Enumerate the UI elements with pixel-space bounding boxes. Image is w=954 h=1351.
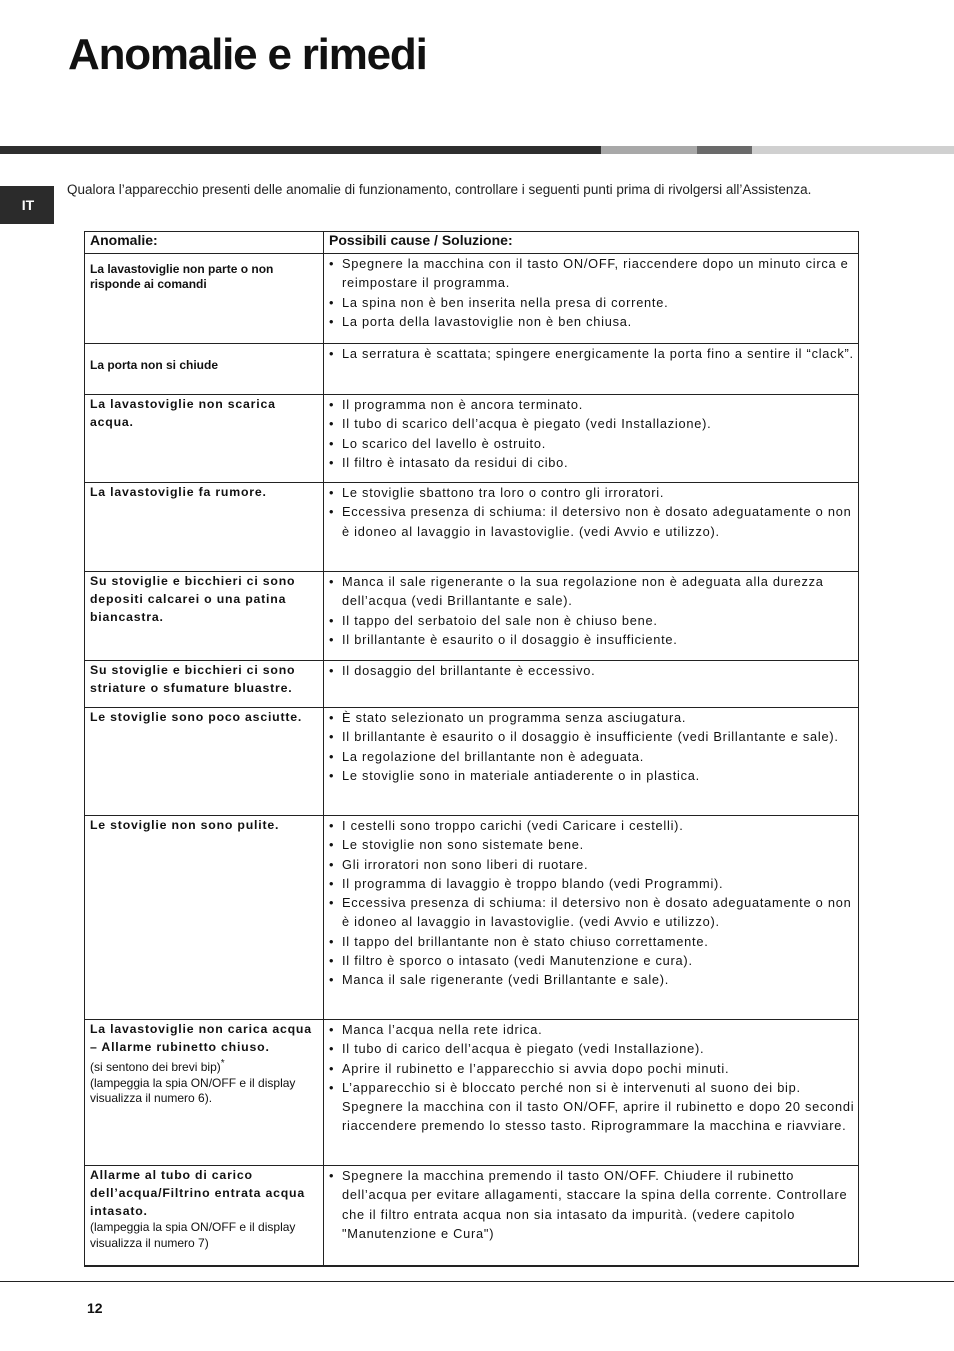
anomaly-cell: La lavastoviglie non scarica acqua. — [85, 395, 324, 483]
solution-cell — [324, 816, 859, 1020]
solution-cell — [324, 395, 859, 483]
page-title: Anomalie e rimedi — [68, 30, 427, 79]
list-item: • Il programma di lavaggio è troppo blando (vedi Programmi). — [329, 874, 858, 893]
list-item: • Le stoviglie sono in materiale antiaderente o in plastica. — [329, 766, 858, 785]
table-row — [85, 483, 859, 572]
list-item: • Spegnere la macchina premendo il tasto ON/OFF. Chiudere il rubinetto dell’acqua per evitare allagamenti, staccare la spina della corrente. Controllare che il filtro entrata acqua non sia intasato da impurità. (vedere capitolo "Manutenzione e Cura") — [329, 1166, 858, 1243]
solution-cell — [324, 1020, 859, 1166]
solution-cell — [324, 661, 859, 708]
table-row — [85, 816, 859, 1020]
list-item: • Il brillantante è esaurito o il dosaggio è insufficiente. — [329, 630, 858, 649]
anomaly-cell: Le stoviglie non sono pulite. — [85, 816, 324, 1020]
table-row — [85, 1166, 859, 1266]
solution-cell — [324, 1166, 859, 1266]
anomaly-title: Allarme al tubo di carico dell’acqua/Filtrino entrata acqua intasato. — [90, 1168, 305, 1218]
list-item: • L’apparecchio si è bloccato perché non si è intervenuti al suono dei bip. Spegnere la macchina con il tasto ON/OFF, aprire il rubinetto e dopo 20 secondi riaccendere premendo lo stesso tasto. Riprogrammare la macchina e riavviare. — [329, 1078, 858, 1136]
table-header-row — [85, 232, 859, 254]
list-item: • Il tappo del serbatoio del sale non è chiuso bene. — [329, 611, 858, 630]
table-row — [85, 254, 859, 344]
solution-list — [329, 483, 858, 541]
list-item: • Manca l’acqua nella rete idrica. — [329, 1020, 858, 1039]
list-item: • Gli irroratori non sono liberi di ruotare. — [329, 855, 858, 874]
list-item: • Lo scarico del lavello è ostruito. — [329, 434, 858, 453]
intro-text: Qualora l’apparecchio presenti delle anomalie di funzionamento, controllare i seguenti punti prima di rivolgersi all’Assistenza. — [67, 182, 812, 197]
table-row — [85, 1020, 859, 1166]
solution-list — [329, 816, 858, 990]
list-item: • Il tubo di scarico dell’acqua è piegato (vedi Installazione). — [329, 414, 858, 433]
footnote-mark: * — [220, 1058, 225, 1069]
solution-list — [329, 572, 858, 649]
list-item: • Eccessiva presenza di schiuma: il detersivo non è dosato adeguatamente o non è idoneo al lavaggio in lavastoviglie. (vedi Avvio e utilizzo). — [329, 502, 858, 541]
list-item: • I cestelli sono troppo carichi (vedi Caricare i cestelli). — [329, 816, 858, 835]
solution-cell — [324, 572, 859, 661]
anomaly-note: (lampeggia la spia ON/OFF e il display visualizza il numero 6). — [90, 1075, 296, 1105]
list-item: • Aprire il rubinetto e l’apparecchio si avvia dopo pochi minuti. — [329, 1059, 858, 1078]
column-header-anomalies: Anomalie: — [85, 232, 324, 254]
list-item: • Le stoviglie non sono sistemate bene. — [329, 835, 858, 854]
solution-list — [329, 661, 858, 680]
list-item: • La serratura è scattata; spingere energicamente la porta fino a sentire il “clack”. — [329, 344, 858, 363]
list-item: • Il tubo di carico dell’acqua è piegato (vedi Installazione). — [329, 1039, 858, 1058]
language-tab: IT — [0, 186, 54, 224]
column-header-solutions: Possibili cause / Soluzione: — [324, 232, 859, 254]
anomaly-cell — [85, 1020, 324, 1166]
troubleshooting-table — [84, 231, 859, 1267]
solution-list — [329, 1166, 858, 1243]
list-item: • Il brillantante è esaurito o il dosaggio è insufficiente (vedi Brillantante e sale). — [329, 727, 858, 746]
list-item: • È stato selezionato un programma senza asciugatura. — [329, 708, 858, 727]
solution-cell — [324, 708, 859, 816]
list-item: • La regolazione del brillantante non è adeguata. — [329, 747, 858, 766]
anomaly-cell: La lavastoviglie non parte o non risponde ai comandi — [85, 254, 324, 344]
footer-rule — [0, 1281, 954, 1282]
anomaly-cell: La lavastoviglie fa rumore. — [85, 483, 324, 572]
solution-list — [329, 254, 858, 331]
header-rule-mid — [697, 146, 752, 154]
solution-cell — [324, 344, 859, 395]
table-row — [85, 395, 859, 483]
list-item: • Il filtro è sporco o intasato (vedi Manutenzione e cura). — [329, 951, 858, 970]
solution-list — [329, 1020, 858, 1136]
solution-cell — [324, 254, 859, 344]
anomaly-note: (lampeggia la spia ON/OFF e il display visualizza il numero 7) — [90, 1220, 296, 1250]
solution-list — [329, 344, 858, 363]
list-item: • Il filtro è intasato da residui di cibo. — [329, 453, 858, 472]
anomaly-cell: Su stoviglie e bicchieri ci sono depositi calcarei o una patina biancastra. — [85, 572, 324, 661]
table-row — [85, 572, 859, 661]
list-item: • Spegnere la macchina con il tasto ON/OFF, riaccendere dopo un minuto circa e reimpostare il programma. — [329, 254, 858, 293]
solution-list — [329, 395, 858, 472]
list-item: • La porta della lavastoviglie non è ben chiusa. — [329, 312, 858, 331]
anomaly-cell: La porta non si chiude — [85, 344, 324, 395]
solution-cell — [324, 483, 859, 572]
page-number: 12 — [87, 1300, 103, 1316]
anomaly-title: La lavastoviglie non carica acqua – Allarme rubinetto chiuso. — [90, 1022, 312, 1054]
list-item: • Manca il sale rigenerante o la sua regolazione non è adeguata alla durezza dell’acqua (vedi Brillantante e sale). — [329, 572, 858, 611]
table-row — [85, 708, 859, 816]
list-item: • Il tappo del brillantante non è stato chiuso correttamente. — [329, 932, 858, 951]
anomaly-note-text: (si sentono dei brevi bip) — [90, 1060, 221, 1074]
list-item: • La spina non è ben inserita nella presa di corrente. — [329, 293, 858, 312]
table-row — [85, 661, 859, 708]
list-item: • Eccessiva presenza di schiuma: il detersivo non è dosato adeguatamente o non è idoneo al lavaggio in lavastoviglie. (vedi Avvio e utilizzo). — [329, 893, 858, 932]
anomaly-note — [90, 1056, 323, 1076]
anomaly-cell: Su stoviglie e bicchieri ci sono striature o sfumature bluastre. — [85, 661, 324, 708]
header-rule-light — [601, 146, 697, 154]
anomaly-cell — [85, 1166, 324, 1266]
list-item: • Il programma non è ancora terminato. — [329, 395, 858, 414]
header-rule-dark — [0, 146, 601, 154]
list-item: • Il dosaggio del brillantante è eccessivo. — [329, 661, 858, 680]
list-item: • Manca il sale rigenerante (vedi Brillantante e sale). — [329, 970, 858, 989]
list-item: • Le stoviglie sbattono tra loro o contro gli irroratori. — [329, 483, 858, 502]
anomaly-cell: Le stoviglie sono poco asciutte. — [85, 708, 324, 816]
table-row — [85, 344, 859, 395]
solution-list — [329, 708, 858, 785]
header-rule-pale — [752, 146, 954, 154]
